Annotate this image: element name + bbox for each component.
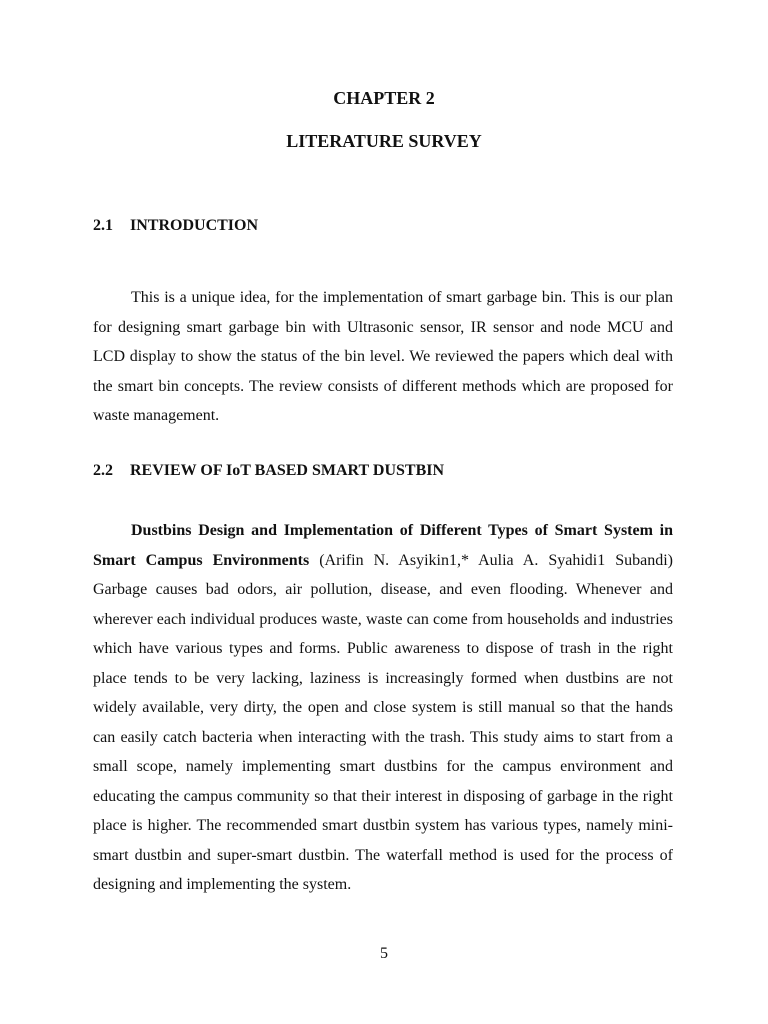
review-body-text: (Arifin N. Asyikin1,* Aulia A. Syahidi1 Subandi) Garbage causes bad odors, air pollution, disease, and even flooding. Whenever and wherever each individual produces waste, waste can come from households and industries which have various types and forms. Public awareness to dispose of trash in the right place tends to be very lacking, laziness is increasingly formed when dustbins are not widely available, very dirty, the open and close system is still manual so that the hands can easily catch bacteria when interacting with the trash. This study aims to start from a small scope, namely implementing smart dustbins for the campus environment and educating the campus community so that their interest in disposing of garbage in the right place is higher. The recommended smart dustbin system has various types, namely mini-smart dustbin and super-smart dustbin. The waterfall method is used for the process of designing and implementing the system. bbox=[93, 551, 673, 893]
section-number: 2.2 bbox=[93, 462, 113, 479]
section-title: REVIEW OF IoT BASED SMART DUSTBIN bbox=[130, 462, 445, 479]
review-paragraph bbox=[93, 516, 673, 900]
page-number: 5 bbox=[380, 945, 388, 962]
section-title: INTRODUCTION bbox=[130, 217, 259, 234]
section-heading-review bbox=[93, 462, 444, 480]
paper-title: Dustbins Design and Implementation of Different Types of Smart System in Smart Campus Environments bbox=[93, 522, 673, 569]
chapter-subtitle: LITERATURE SURVEY bbox=[286, 131, 482, 151]
section-heading-introduction bbox=[93, 217, 258, 235]
section-number: 2.1 bbox=[93, 217, 113, 234]
introduction-paragraph: This is a unique idea, for the implementation of smart garbage bin. This is our plan for designing smart garbage bin with Ultrasonic sensor, IR sensor and node MCU and LCD display to show the status of the bin level. We reviewed the papers which deal with the smart bin concepts. The review consists of different methods which are proposed for waste management. bbox=[93, 289, 673, 424]
chapter-title: CHAPTER 2 bbox=[333, 88, 435, 108]
